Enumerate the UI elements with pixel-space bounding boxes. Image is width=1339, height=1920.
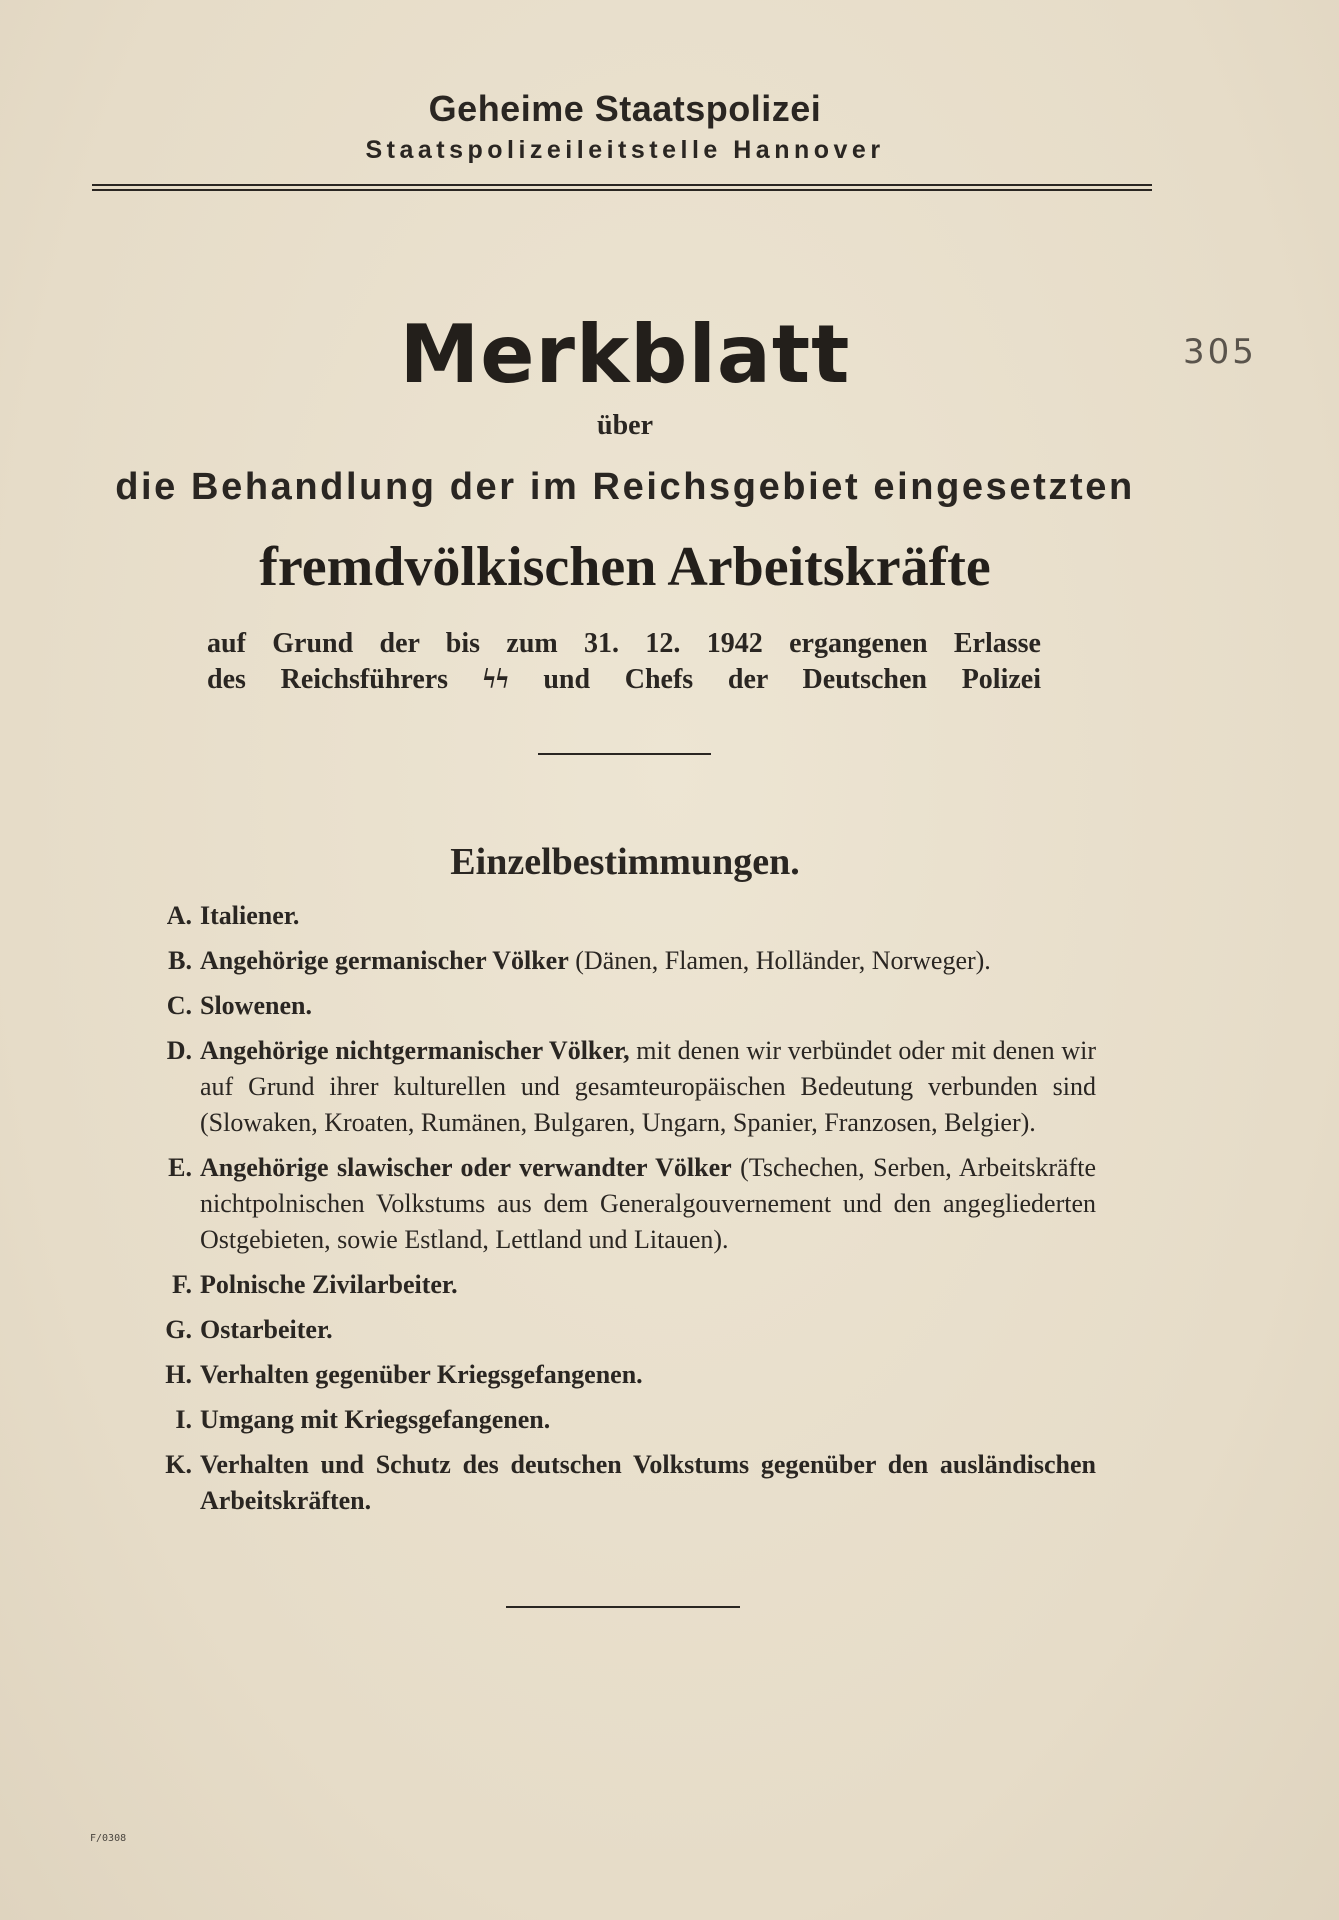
item-text: Ostarbeiter. (200, 1315, 333, 1344)
list-item (150, 1312, 1096, 1348)
archive-number: 305 (1183, 332, 1257, 372)
list-item (150, 943, 1096, 979)
agency-name: Geheime Staatspolizei (428, 88, 822, 129)
item-letter: C. (166, 991, 192, 1020)
item-letter: H. (165, 1360, 192, 1389)
list-item (150, 1447, 1096, 1519)
provisions-list (150, 898, 1096, 1528)
document-title: Merkblatt (399, 308, 851, 401)
divider-rule-top (538, 753, 711, 755)
legal-basis-line-1: auf Grund der bis zum 31. 12. 1942 ergangenen Erlasse (207, 628, 1041, 659)
legal-basis (207, 626, 1041, 698)
item-letter: F. (172, 1270, 192, 1299)
item-text: Slowenen. (200, 991, 312, 1020)
letterhead-double-rule (92, 184, 1152, 191)
item-letter: E. (168, 1153, 192, 1182)
item-letter: D. (166, 1036, 192, 1065)
list-item (150, 1033, 1096, 1141)
divider-rule-bottom (506, 1606, 740, 1608)
list-item (150, 1150, 1096, 1258)
office-name: Staatspolizeileitstelle Hannover (365, 136, 885, 164)
letterhead (0, 88, 1250, 165)
list-item (150, 988, 1096, 1024)
list-item (150, 898, 1096, 934)
list-item (150, 1402, 1096, 1438)
item-text: Angehörige slawischer oder verwandter Völker (Tschechen, Serben, Arbeitskräfte nichtpolnischen Volkstums aus dem Generalgouvernement und den angegliederten Ostgebieten, sowie Estland, Lettland und Litauen). (200, 1153, 1096, 1254)
item-text: Verhalten und Schutz des deutschen Volkstums gegenüber den ausländischen Arbeitskräften. (200, 1450, 1096, 1515)
subtitle-line-1: die Behandlung der im Reichsgebiet eingesetzten (115, 466, 1135, 508)
title-connector: über (597, 410, 653, 441)
footer-code: F/0308 (90, 1833, 127, 1844)
list-item (150, 1267, 1096, 1303)
item-text: Verhalten gegenüber Kriegsgefangenen. (200, 1360, 643, 1389)
section-title: Einzelbestimmungen. (450, 841, 800, 883)
item-text: Angehörige nichtgermanischer Völker, mit denen wir verbündet oder mit denen wir auf Grund ihrer kulturellen und gesamteuropäischen Bedeutung verbunden sind (Slowaken, Kroaten, Rumänen, Bulgaren, Ungarn, Spanier, Franzosen, Belgier). (200, 1036, 1096, 1137)
legal-basis-line-2: des Reichsführers ϟϟ und Chefs der Deutschen Polizei (207, 664, 1041, 695)
item-letter: B. (168, 946, 192, 975)
item-text: Italiener. (200, 901, 300, 930)
subtitle-line-2: fremdvölkischen Arbeitskräfte (259, 536, 991, 598)
item-text: Polnische Zivilarbeiter. (200, 1270, 458, 1299)
item-letter: A. (166, 901, 192, 930)
item-letter: I. (175, 1405, 192, 1434)
item-text: Umgang mit Kriegsgefangenen. (200, 1405, 551, 1434)
item-letter: K. (165, 1450, 192, 1479)
item-letter: G. (165, 1315, 192, 1344)
list-item (150, 1357, 1096, 1393)
item-text: Angehörige germanischer Völker (Dänen, Flamen, Holländer, Norweger). (200, 946, 991, 975)
